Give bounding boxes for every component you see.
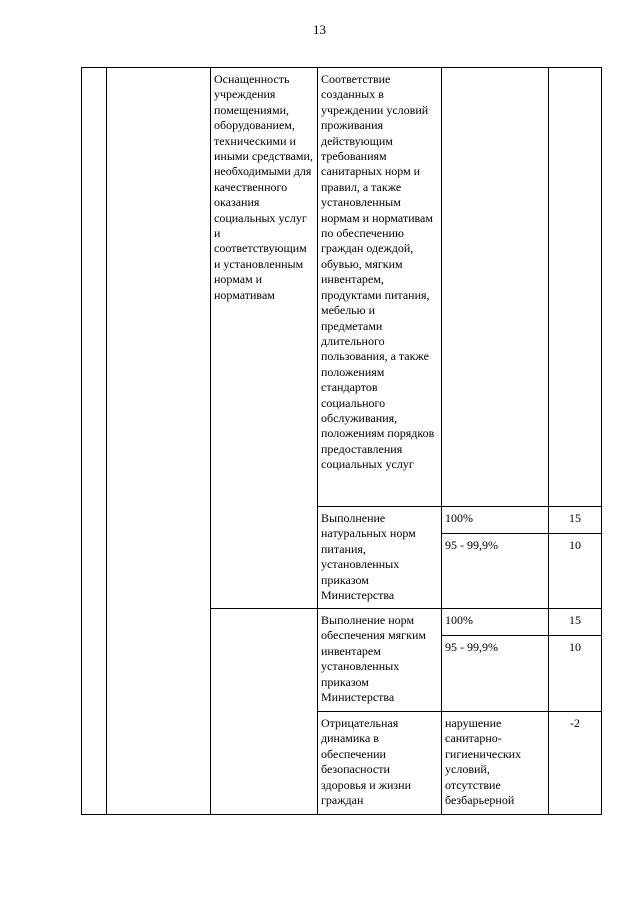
score-cell [549,68,602,507]
group-cell: Оснащенность учреждения помещениями, оборудованием, техническими и иными средствами, необходимыми для качественного оказания социальных услуг и соответствующим и установленным нормам и нормативам [211,68,318,609]
group-cell [211,609,318,815]
criterion-cell: Выполнение натуральных норм питания, установленных приказом Министерства [318,507,442,609]
score-cell: 10 [549,636,602,712]
value-cell: 95 - 99,9% [442,636,549,712]
criterion-cell: Выполнение норм обеспечения мягким инвентарем установленных приказом Министерства [318,609,442,712]
table-row [82,68,602,507]
value-cell: 100% [442,507,549,534]
criterion-cell: Соответствие созданных в учреждении условий проживания действующим требованиям санитарных норм и правил, а также установленным нормам и нормативам по обеспечению граждан одеждой, обувью, мягким инвентарем, продуктами питания, мебелью и предметами длительного пользования, а также положениям стандартов социального обслуживания, положениям порядков предоставления социальных услуг [318,68,442,507]
score-cell: -2 [549,712,602,815]
score-cell: 15 [549,609,602,636]
value-cell: 95 - 99,9% [442,534,549,609]
score-cell: 10 [549,534,602,609]
criterion-cell: Отрицательная динамика в обеспечении безопасности здоровья и жизни граждан [318,712,442,815]
criteria-table [81,67,602,815]
page-number: 13 [313,22,326,37]
value-cell: нарушение санитарно-гигиенических условий, отсутствие безбарьерной [442,712,549,815]
number-cell [82,68,107,815]
indicator-cell [107,68,211,815]
value-cell [442,68,549,507]
value-cell: 100% [442,609,549,636]
score-cell: 15 [549,507,602,534]
